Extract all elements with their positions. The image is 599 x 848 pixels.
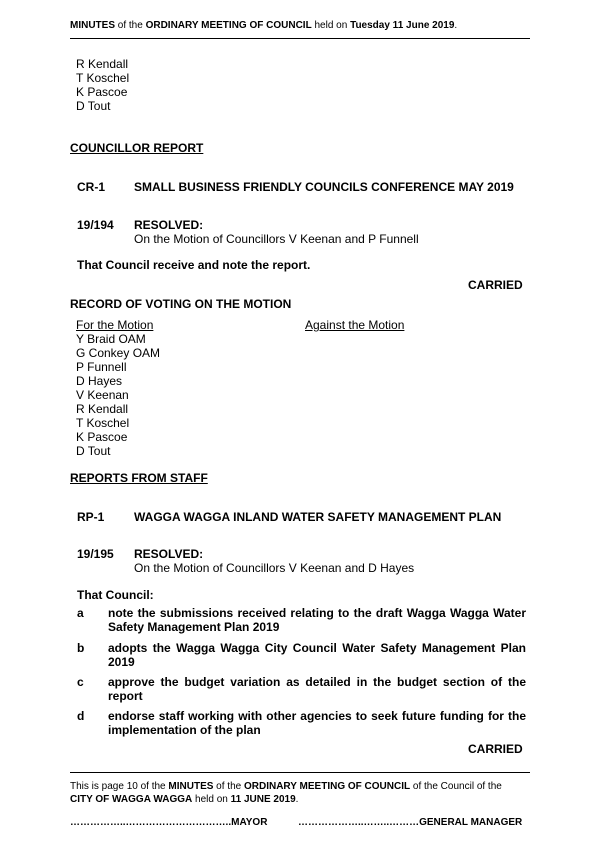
councillor-report-heading: COUNCILLOR REPORT [70, 141, 204, 155]
footer-minutes: MINUTES [168, 781, 214, 792]
resolution-195-number: 19/195 [77, 547, 114, 561]
footer-line-1 [70, 780, 502, 793]
attendee-name: K Pascoe [76, 85, 128, 99]
resolution-194-motion: On the Motion of Councillors V Keenan and P Funnell [134, 232, 419, 246]
footer-date: 11 JUNE 2019 [230, 794, 296, 805]
footer-city-name: CITY OF WAGGA WAGGA [70, 794, 193, 805]
voter-name: R Kendall [76, 402, 129, 416]
voter-name: D Hayes [76, 374, 123, 388]
voter-name: T Koschel [76, 416, 130, 430]
attendee-name: D Tout [76, 99, 111, 113]
mayor-signature-line: ……………..…………………………..MAYOR [70, 817, 268, 828]
resolution-194-resolved: RESOLVED: [134, 218, 204, 232]
footer-page-text: This is page 10 of the [70, 781, 169, 792]
footer-period: . [295, 794, 299, 805]
cr1-item-number: CR-1 [77, 180, 106, 194]
rp1-item-number: RP-1 [77, 510, 105, 524]
item-letter: b [77, 641, 85, 655]
for-the-motion-list [76, 332, 160, 458]
header-period: . [454, 20, 458, 31]
cr1-item-title: SMALL BUSINESS FRIENDLY COUNCILS CONFERENCE MAY 2019 [134, 180, 514, 194]
voter-name: D Tout [76, 444, 111, 458]
for-the-motion-label: For the Motion [76, 318, 154, 332]
item-letter: d [77, 709, 85, 723]
voter-name: K Pascoe [76, 430, 128, 444]
resolution-195-resolved: RESOLVED: [134, 547, 204, 561]
item-text: adopts the Wagga Wagga City Council Water Safety Management Plan 2019 [108, 641, 526, 669]
voting-record-heading: RECORD OF VOTING ON THE MOTION [70, 297, 292, 311]
rp1-item-title: WAGGA WAGGA INLAND WATER SAFETY MANAGEMENT PLAN [134, 510, 502, 524]
footer-line-2 [70, 793, 298, 806]
resolution-195-intro: That Council: [77, 588, 154, 602]
resolution-194-number: 19/194 [77, 218, 114, 232]
resolution-195-carried: CARRIED [468, 742, 523, 756]
page-header [70, 20, 457, 31]
attendee-name: R Kendall [76, 57, 129, 71]
footer-held-on: held on [192, 794, 231, 805]
top-names-list [76, 57, 129, 113]
item-text: approve the budget variation as detailed in the budget section of the report [108, 675, 526, 703]
header-held-on: held on [311, 20, 351, 31]
item-text: endorse staff working with other agencies to seek future funding for the implementation of the plan [108, 709, 526, 737]
header-date: Tuesday 11 June 2019 [350, 20, 455, 31]
header-rule [70, 38, 530, 39]
footer-meeting-name: ORDINARY MEETING OF COUNCIL [243, 781, 411, 792]
general-manager-signature-line: ………………..……..………GENERAL MANAGER [298, 817, 523, 828]
footer-rule [70, 772, 530, 773]
voter-name: G Conkey OAM [76, 346, 161, 360]
footer-council-of-the: of the Council of the [410, 781, 502, 792]
voter-name: P Funnell [76, 360, 127, 374]
resolution-194-carried: CARRIED [468, 278, 523, 292]
item-letter: a [77, 606, 84, 620]
voter-name: Y Braid OAM [76, 332, 146, 346]
against-the-motion-label: Against the Motion [305, 318, 405, 332]
header-of-the: of the [115, 20, 146, 31]
voter-name: V Keenan [76, 388, 129, 402]
attendee-name: T Koschel [76, 71, 130, 85]
resolution-195-motion: On the Motion of Councillors V Keenan and D Hayes [134, 561, 415, 575]
footer-of-the: of the [213, 781, 244, 792]
item-text: note the submissions received relating to the draft Wagga Wagga Water Safety Management Plan 2019 [108, 606, 526, 634]
item-letter: c [77, 675, 84, 689]
resolution-194-text: That Council receive and note the report. [77, 258, 311, 272]
header-meeting-name: ORDINARY MEETING OF COUNCIL [145, 20, 312, 31]
reports-from-staff-heading: REPORTS FROM STAFF [70, 471, 208, 485]
header-minutes: MINUTES [70, 20, 115, 31]
